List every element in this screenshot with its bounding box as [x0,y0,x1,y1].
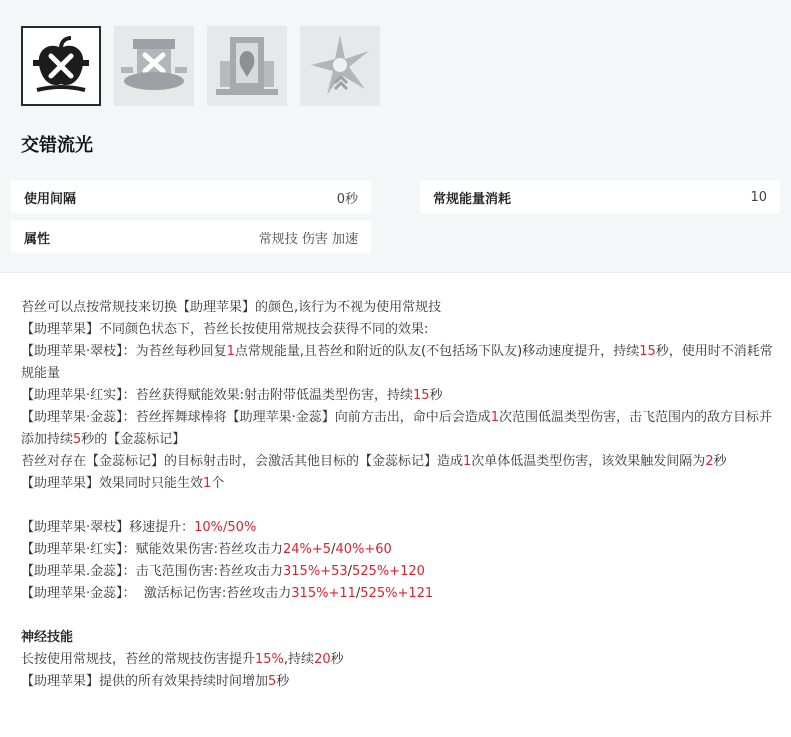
description-text: 【助理苹果】提供的所有效果持续时间增加 [21,674,269,689]
skill-description [21,297,773,693]
highlight-value: 15 [413,388,430,403]
highlight-value: 1 [226,344,235,359]
description-text: ,持续 [283,652,315,667]
description-line [21,649,773,671]
skill-icon-tabs [21,26,380,106]
highlight-value: 1 [463,454,472,469]
description-line [21,341,773,385]
stat-label: 常规能量消耗 [433,191,512,207]
highlight-value: 10%/50% [194,520,257,535]
description-text: 秒 [429,388,443,403]
stat-value: 10 [750,189,767,205]
description-text: 个 [211,476,225,491]
description-text: / [355,586,361,601]
description-line [21,605,773,627]
description-text: / [347,564,353,579]
description-text: 秒 [330,652,344,667]
skill-tab-1[interactable] [21,26,101,106]
apple-cross-icon [29,34,93,98]
highlight-value: 2 [705,454,714,469]
description-text: 苔丝可以点按常规技来切换【助理苹果】的颜色,该行为不视为使用常规技 [21,300,442,315]
skill-tab-4[interactable] [300,26,380,106]
description-line [21,385,773,407]
description-text: 【助理苹果·翠枝】移速提升： [21,520,195,535]
description-text: 【助理苹果·金蕊】： 激活标记伤害:苔丝攻击力 [21,586,292,601]
stat-value: 常规技 伤害 加速 [258,231,358,247]
description-line [21,451,773,473]
highlight-value: 5 [73,432,82,447]
description-text: 苔丝对存在【金蕊标记】的目标射击时，会激活其他目标的【金蕊标记】造成 [21,454,464,469]
highlight-value: 315%+53 [283,564,348,579]
description-text: 秒 [713,454,727,469]
description-line [21,473,773,495]
stat-cooldown [11,181,371,213]
description-line [21,583,773,605]
description-text: 【助理苹果】效果同时只能生效 [21,476,204,491]
description-line [21,319,773,341]
description-text: / [331,542,336,557]
description-line [21,407,773,451]
description-line [21,517,773,539]
description-text: 【助理苹果·翠枝】：为苔丝每秒回复 [21,344,227,359]
skill-header-panel [0,0,791,273]
highlight-value: 40%+60 [335,542,392,557]
description-text: 【助理苹果】不同颜色状态下，苔丝长按使用常规技会获得不同的效果: [21,322,429,337]
description-text: 【助理苹果·红实】：赋能效果伤害:苔丝攻击力 [21,542,284,557]
description-text: 【助理苹果.金蕊】：击飞范围伤害:苔丝攻击力 [21,564,284,579]
description-text: 长按使用常规技，苔丝的常规技伤害提升 [21,652,256,667]
description-text: 次单体低温类型伤害，该效果触发间隔为 [471,454,706,469]
gate-icon [212,31,282,101]
description-line [21,561,773,583]
starburst-icon [305,31,375,101]
description-text: 秒 [276,674,290,689]
highlight-value: 20 [314,652,331,667]
description-line [21,671,773,693]
highlight-value: 15 [639,344,656,359]
description-text: 秒的【金蕊标记】 [81,432,186,447]
description-text: 点常规能量,且苔丝和附近的队友(不包括场下队友)移动速度提升，持续 [234,344,640,359]
skill-title: 交错流光 [21,135,93,156]
highlight-value: 5 [268,674,277,689]
description-line [21,495,773,517]
stat-label: 属性 [24,231,51,247]
highlight-value: 315%+11 [291,586,356,601]
highlight-value: 15% [255,652,284,667]
description-text: 秒，使用时不消耗常规能量 [21,344,773,381]
highlight-value: 525%+121 [360,586,434,601]
hat-icon [119,31,189,101]
stat-label: 使用间隔 [24,191,77,207]
stat-value: 0秒 [336,191,358,207]
description-text: 【助理苹果·红实】：苔丝获得赋能效果:射击附带低温类型伤害，持续 [21,388,414,403]
description-text: 【助理苹果·金蕊】：苔丝挥舞球棒将【助理苹果·金蕊】向前方击出，命中后会造成 [21,410,491,425]
stat-attributes [11,221,371,253]
highlight-value: 24%+5 [283,542,332,557]
skill-tab-3[interactable] [207,26,287,106]
description-text: 神经技能 [21,630,74,645]
highlight-value: 1 [203,476,212,491]
section-heading [21,627,773,649]
skill-tab-2[interactable] [114,26,194,106]
description-line [21,539,773,561]
highlight-value: 1 [490,410,500,425]
stat-energy-cost [420,181,780,213]
description-text: 次范围低温类型伤害，击飞范围内的敌方目标并添加持续 [21,410,773,447]
highlight-value: 525%+120 [352,564,425,579]
description-line [21,297,773,319]
